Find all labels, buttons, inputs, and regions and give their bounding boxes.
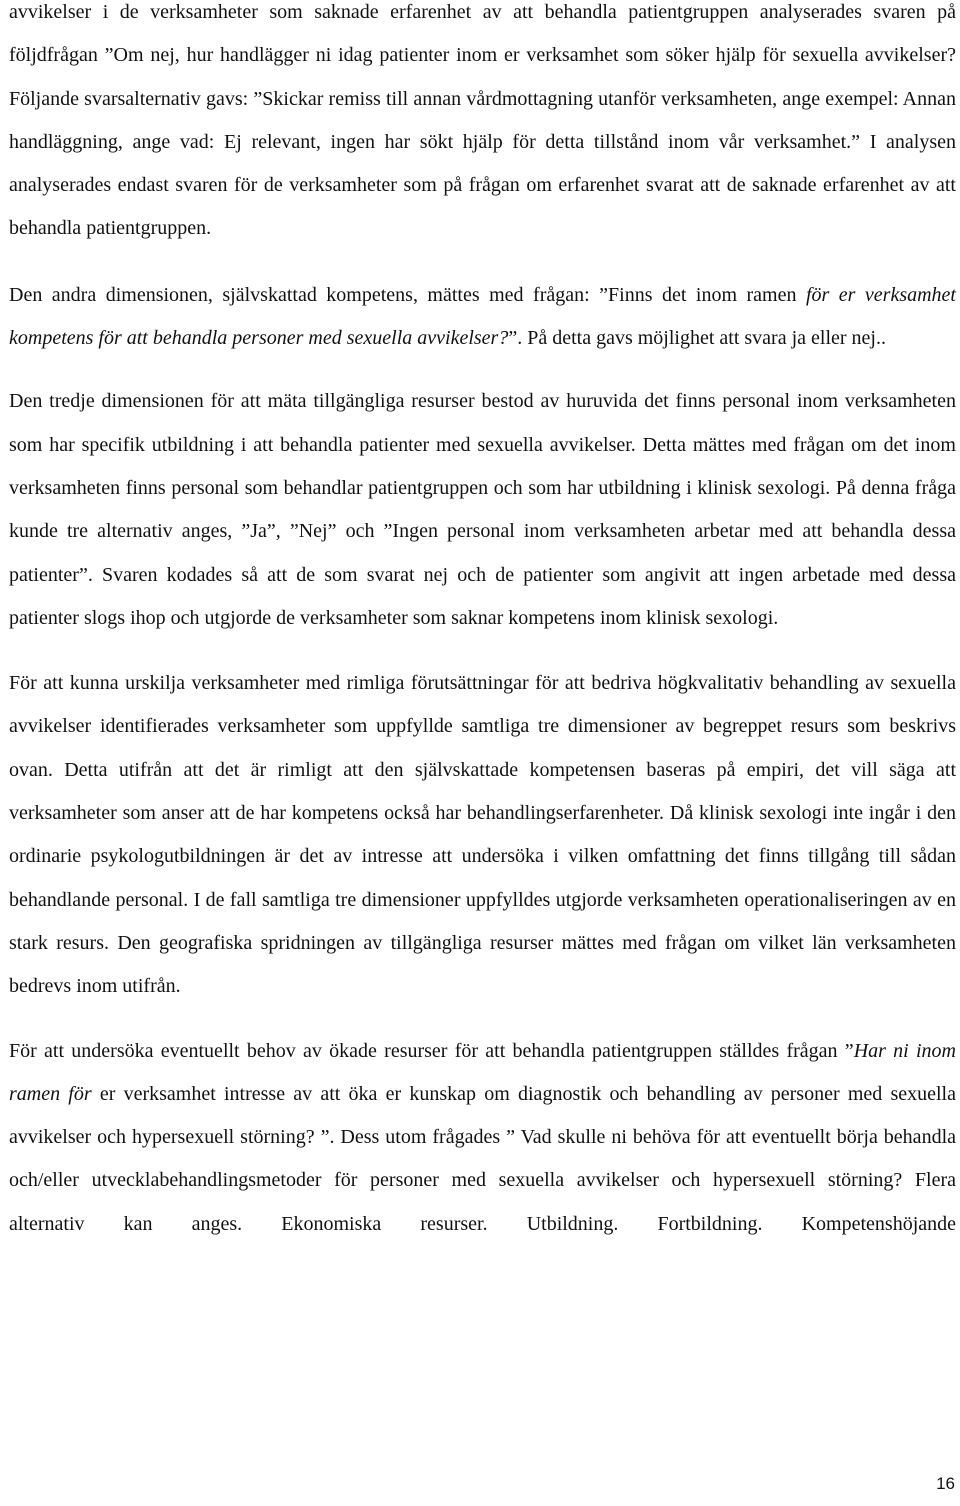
paragraph-3 <box>9 380 956 640</box>
paragraph-2-question-italic: för er verksamhet kompetens för att behandla personer med sexuella avvikelser? <box>9 283 956 350</box>
paragraph-5 <box>9 1030 956 1246</box>
paragraph-2-text-b: ”. På detta gavs möjlighet att svara ja eller nej.. <box>508 327 886 350</box>
document-page <box>9 0 956 1246</box>
paragraph-4 <box>9 662 956 1008</box>
paragraph-1-text: avvikelser i de verksamheter som saknade erfarenhet av att behandla patientgruppen analyserades svaren på följdfrågan ”Om nej, hur handlägger ni idag patienter inom er verksamhet som söker hjälp för sexuella avvikelser? Följande svarsalternativ gavs: ”Skickar remiss till annan vårdmottagning utanför verksamheten, ange exempel: Annan handläggning, ange vad: Ej relevant, ingen har sökt hjälp för detta tillstånd inom vår verksamhet.” I analysen analyserades endast svaren för de verksamheter som på frågan om erfarenhet svarat att de saknade erfarenhet av att behandla patientgruppen. <box>9 1 956 240</box>
paragraph-2-text-a: Den andra dimensionen, självskattad kompetens, mättes med frågan: ”Finns det inom ramen <box>9 283 806 306</box>
paragraph-4-text: För att kunna urskilja verksamheter med rimliga förutsättningar för att bedriva högkvalitativ behandling av sexuella avvikelser identifierades verksamheter som uppfyllde samtliga tre dimensioner av begreppet resurs som beskrivs ovan. Detta utifrån att det är rimligt att den självskattade kompetensen baseras på empiri, det vill säga att verksamheter som anser att de har kompetens också har behandlingserfarenheter. Då klinisk sexologi inte ingår i den ordinarie psykologutbildningen är det av intresse att undersöka i vilken omfattning det finns tillgång till sådan behandlande personal. I de fall samtliga tre dimensioner uppfylldes utgjorde verksamheten operationaliseringen av en stark resurs. Den geografiska spridningen av tillgängliga resurser mättes med frågan om vilket län verksamheten bedrevs inom utifrån. <box>9 672 956 998</box>
page-number: 16 <box>936 1474 955 1493</box>
paragraph-5-text-a: För att undersöka eventuellt behov av ökade resurser för att behandla patientgruppen ställdes frågan ” <box>9 1039 854 1062</box>
paragraph-5-question-italic: Har ni inom ramen för <box>9 1039 956 1105</box>
paragraph-5-text-b: er verksamhet intresse av att öka er kunskap om diagnostik och behandling av personer med sexuella avvikelser och hypersexuell störning? ”. Dess utom frågades ” Vad skulle ni behöva för att eventuellt börja behandla och/eller utvecklabehandlingsmetoder för personer med sexuella avvikelser och hypersexuell störning? Flera alternativ kan anges. Ekonomiska resurser. Utbildning. Fortbildning. Kompetenshöjande <box>9 1082 956 1235</box>
paragraph-3-text: Den tredje dimensionen för att mäta tillgängliga resurser bestod av huruvida det finns personal inom verksamheten som har specifik utbildning i att behandla patienter med sexuella avvikelser. Detta mättes med frågan om det inom verksamheten finns personal som behandlar patientgruppen och som har utbildning i klinisk sexologi. På denna fråga kunde tre alternativ anges, ”Ja”, ”Nej” och ”Ingen personal inom verksamheten arbetar med att behandla dessa patienter”. Svaren kodades så att de som svarat nej och de patienter som angivit att ingen arbetade med dessa patienter slogs ihop och utgjorde de verksamheter som saknar kompetens inom klinisk sexologi. <box>9 390 956 629</box>
paragraph-2 <box>9 274 956 361</box>
paragraph-1 <box>9 0 956 251</box>
